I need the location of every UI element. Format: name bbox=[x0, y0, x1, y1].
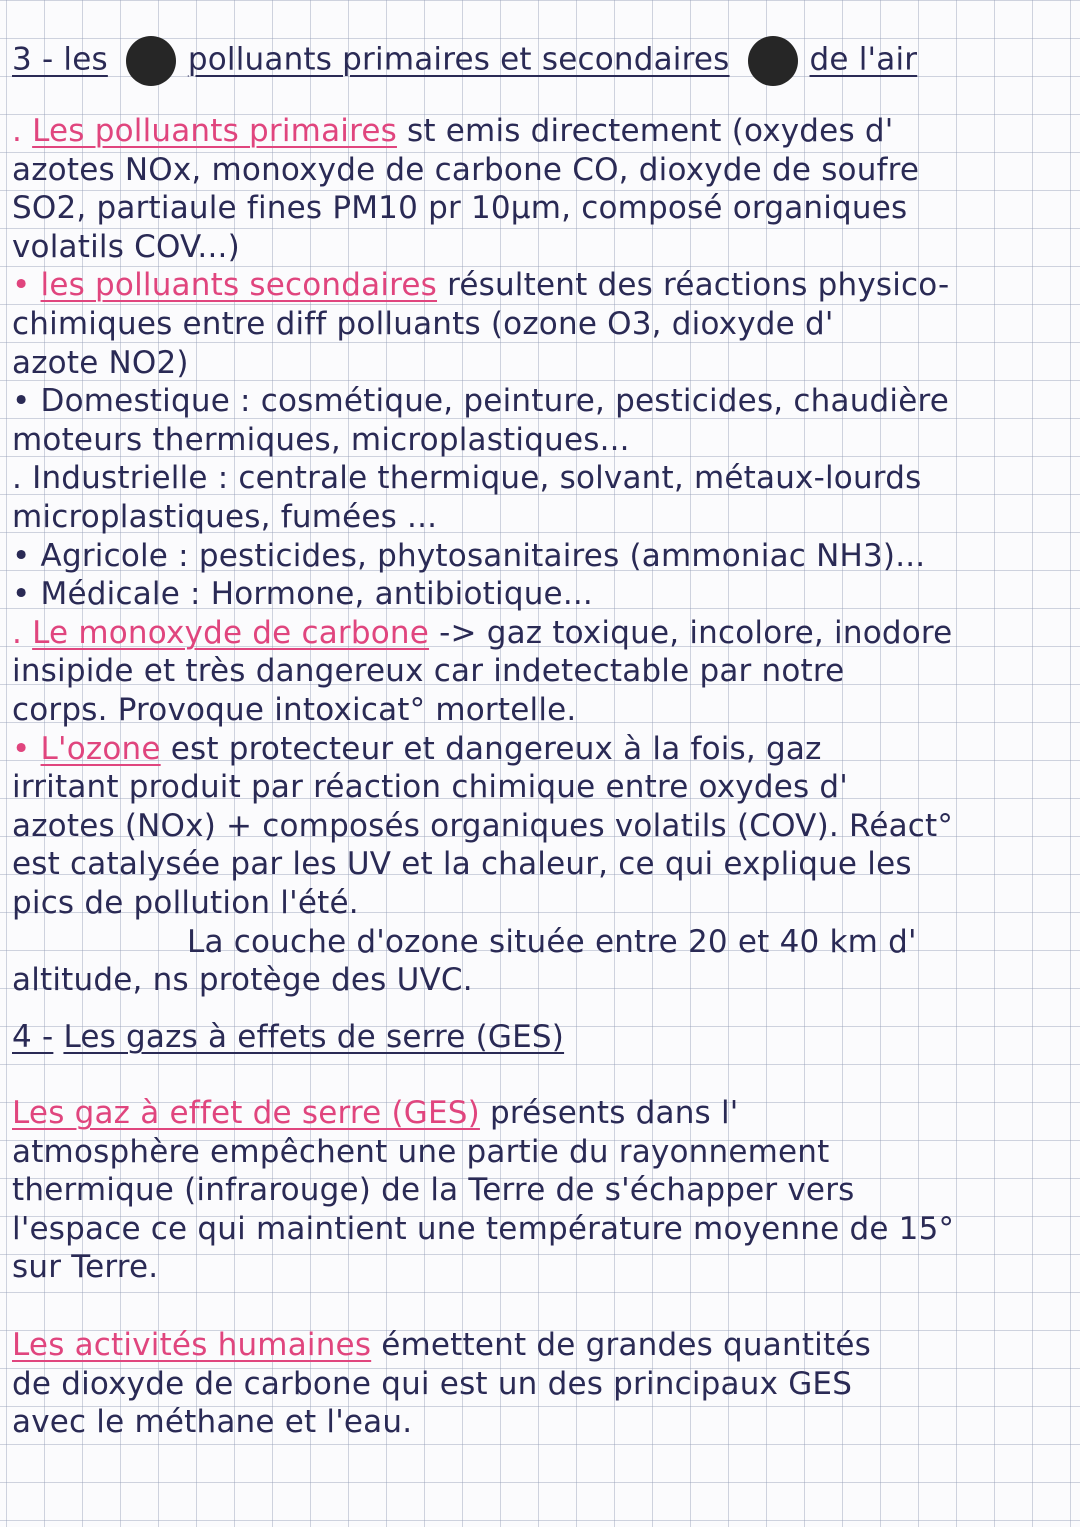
section-3-title: polluants primaires et secondaires bbox=[187, 41, 730, 78]
section-3-suffix: de l'air bbox=[809, 41, 918, 78]
line-text: présents dans l' bbox=[479, 1095, 739, 1131]
text-line bbox=[12, 614, 1068, 652]
text-line bbox=[12, 459, 1068, 497]
line-text: de dioxyde de carbone qui est un des principaux GES bbox=[12, 1365, 853, 1402]
text-line bbox=[12, 537, 1068, 575]
line-text: atmosphère empêchent une partie du rayonnement bbox=[12, 1133, 830, 1170]
line-text: irritant produit par réaction chimique entre oxydes d' bbox=[12, 769, 849, 806]
text-line bbox=[12, 652, 1068, 690]
text-line bbox=[12, 421, 1068, 459]
highlighted-term: Les polluants primaires bbox=[32, 113, 397, 149]
text-line bbox=[12, 1210, 1068, 1248]
text-line bbox=[12, 1133, 1068, 1171]
text-line bbox=[12, 1403, 1068, 1441]
text-line bbox=[12, 151, 1068, 189]
section-3-number: 3 - les bbox=[12, 41, 108, 78]
text-line bbox=[12, 691, 1068, 729]
line-text: moteurs thermiques, microplastiques... bbox=[12, 421, 630, 458]
line-text: est catalysée par les UV et la chaleur, ce qui explique les bbox=[12, 846, 912, 883]
line-text: insipide et très dangereux car indetectable par notre bbox=[12, 653, 845, 690]
line-text: altitude, ns protège des UVC. bbox=[12, 962, 473, 999]
text-line bbox=[12, 305, 1068, 343]
highlighted-term: L'ozone bbox=[40, 730, 161, 767]
text-line bbox=[12, 266, 1068, 304]
bullet-marker: • bbox=[12, 730, 41, 767]
text-line bbox=[12, 344, 1068, 382]
section-4-heading bbox=[12, 1018, 1068, 1056]
highlighted-term: Les activités humaines bbox=[12, 1327, 372, 1363]
line-text: . Industrielle : centrale thermique, solvant, métaux-lourds bbox=[12, 460, 922, 497]
text-line bbox=[12, 498, 1068, 536]
line-text: -> gaz toxique, incolore, inodore bbox=[429, 614, 953, 651]
highlighted-term: les polluants secondaires bbox=[40, 267, 438, 304]
text-line bbox=[12, 1365, 1068, 1403]
bullet-marker: . bbox=[12, 113, 33, 149]
text-line bbox=[12, 845, 1068, 883]
line-text: avec le méthane et l'eau. bbox=[12, 1404, 413, 1441]
line-text: azotes (NOx) + composés organiques volatils (COV). Réact° bbox=[12, 807, 954, 844]
text-line bbox=[12, 1248, 1068, 1286]
binder-hole-icon bbox=[748, 36, 798, 86]
line-text: sur Terre. bbox=[12, 1249, 159, 1286]
line-text: émettent de grandes quantités bbox=[371, 1327, 871, 1363]
bullet-marker: • bbox=[12, 267, 41, 304]
highlighted-term: Les gaz à effet de serre (GES) bbox=[12, 1095, 480, 1131]
line-text: azote NO2) bbox=[12, 344, 189, 381]
section-4-number: 4 - bbox=[12, 1019, 54, 1055]
text-line bbox=[12, 1326, 1068, 1364]
line-text: SO2, partiaule fines PM10 pr 10µm, composé organiques bbox=[12, 190, 908, 227]
text-line bbox=[12, 1171, 1068, 1209]
text-line bbox=[12, 575, 1068, 613]
text-line bbox=[12, 884, 1068, 922]
section-4-title: Les gazs à effets de serre (GES) bbox=[63, 1019, 565, 1055]
text-line bbox=[12, 807, 1068, 845]
text-line bbox=[12, 1094, 1068, 1132]
line-text: pics de pollution l'été. bbox=[12, 885, 359, 921]
text-line bbox=[12, 382, 1068, 420]
highlighted-term: Le monoxyde de carbone bbox=[32, 614, 430, 651]
line-text: corps. Provoque intoxicat° mortelle. bbox=[12, 692, 577, 728]
bullet-marker: . bbox=[12, 614, 33, 651]
line-text: st emis directement (oxydes d' bbox=[396, 113, 894, 149]
line-text: l'espace ce qui maintient une température moyenne de 15° bbox=[12, 1210, 955, 1247]
line-text: azotes NOx, monoxyde de carbone CO, dioxyde de soufre bbox=[12, 151, 920, 188]
text-line bbox=[12, 923, 1080, 961]
text-line bbox=[12, 961, 1068, 999]
text-line bbox=[12, 768, 1068, 806]
line-text: La couche d'ozone située entre 20 et 40 km d' bbox=[187, 923, 917, 960]
line-text: chimiques entre diff polluants (ozone O3, dioxyde d' bbox=[12, 306, 834, 342]
text-line bbox=[12, 730, 1068, 768]
line-text: thermique (infrarouge) de la Terre de s'échapper vers bbox=[12, 1172, 855, 1209]
line-text: résultent des réactions physico- bbox=[437, 267, 950, 304]
section-3-heading bbox=[12, 36, 1068, 86]
binder-hole-icon bbox=[126, 36, 176, 86]
line-text: microplastiques, fumées ... bbox=[12, 499, 438, 535]
line-text: volatils COV...) bbox=[12, 228, 240, 265]
text-line bbox=[12, 189, 1068, 227]
line-text: • Agricole : pesticides, phytosanitaires (ammoniac NH3)... bbox=[12, 537, 926, 574]
text-line bbox=[12, 112, 1068, 150]
line-text: • Domestique : cosmétique, peinture, pesticides, chaudière bbox=[12, 383, 950, 420]
line-text: • Médicale : Hormone, antibiotique... bbox=[12, 576, 593, 613]
line-text: est protecteur et dangereux à la fois, gaz bbox=[160, 730, 822, 767]
text-line bbox=[12, 228, 1068, 266]
